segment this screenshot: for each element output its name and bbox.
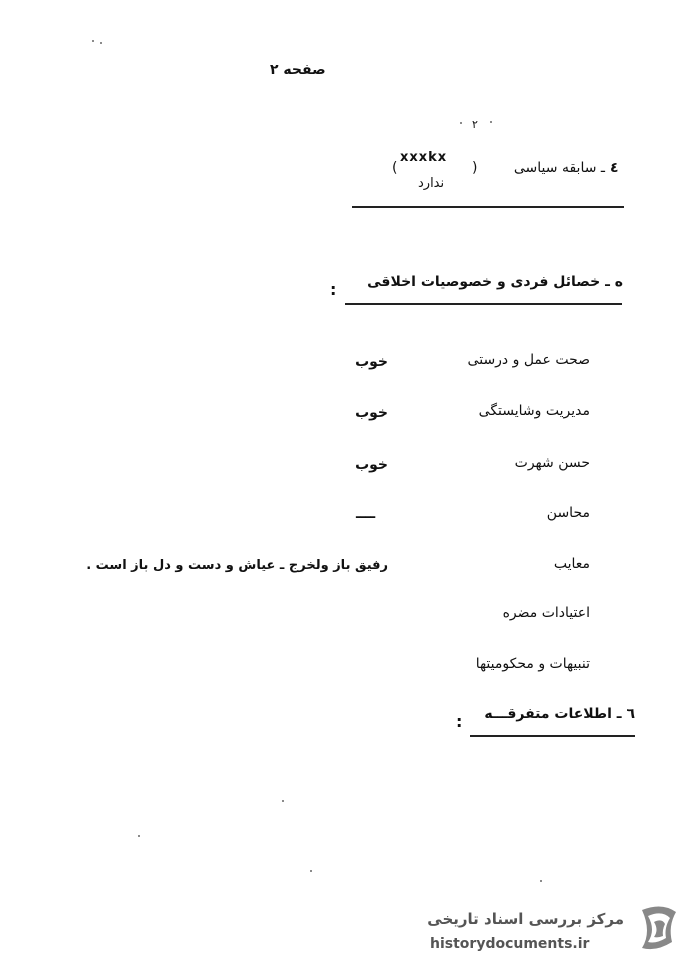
- scan-speck: [490, 121, 492, 123]
- trait-label: محاسن: [546, 505, 590, 521]
- section4-number: ٤: [610, 160, 619, 176]
- section4-title: ـ سابقه سیاسی: [513, 160, 605, 176]
- section6-heading: ٦ ـ اطلاعات متفرقـــه: [484, 706, 635, 722]
- scan-speck: [138, 835, 140, 837]
- scan-speck: [540, 880, 542, 882]
- handwritten-none: ندارد: [418, 176, 445, 191]
- trait-label: صحت عمل و درستی: [467, 352, 590, 368]
- trait-value-dash: ــــ: [356, 506, 376, 522]
- trait-label: معایب: [553, 556, 590, 572]
- scan-speck: [310, 870, 312, 872]
- scan-speck: [100, 42, 102, 44]
- trait-label: تنبیهات و محکومیتها: [475, 656, 590, 672]
- section6-underline: [470, 735, 635, 737]
- section5-colon: :: [330, 280, 337, 299]
- trait-value: خوب: [355, 354, 388, 370]
- trait-value-flaws: رفیق باز ولخرج ـ عیاش و دست و دل باز است .: [86, 558, 388, 573]
- page-number: صفحه ۲: [270, 62, 326, 78]
- top-mark: ٢: [472, 118, 478, 131]
- scan-speck: [282, 800, 284, 802]
- section5-underline: [345, 303, 622, 305]
- watermark-url: historydocuments.ir: [430, 936, 590, 952]
- trait-label: اعتیادات مضره: [502, 605, 590, 621]
- scan-speck: [92, 40, 94, 42]
- trait-value: خوب: [355, 405, 388, 421]
- section6-colon: :: [456, 712, 463, 731]
- section4-underline: [352, 206, 624, 208]
- trait-value: خوب: [355, 457, 388, 473]
- trait-label: حسن شهرت: [514, 455, 590, 471]
- struck-text: xxxkx: [400, 150, 448, 165]
- trait-label: مدیریت وشایستگی: [478, 403, 590, 419]
- archive-logo-icon: [632, 902, 686, 958]
- section4-paren-close: (: [392, 160, 398, 176]
- scan-speck: [460, 122, 462, 124]
- section5-heading: ه ـ خصائل فردی و خصوصیات اخلاقی: [367, 274, 623, 290]
- watermark-org: مرکز بررسی اسناد تاریخی: [427, 910, 624, 928]
- section4-paren-open: ): [472, 160, 478, 176]
